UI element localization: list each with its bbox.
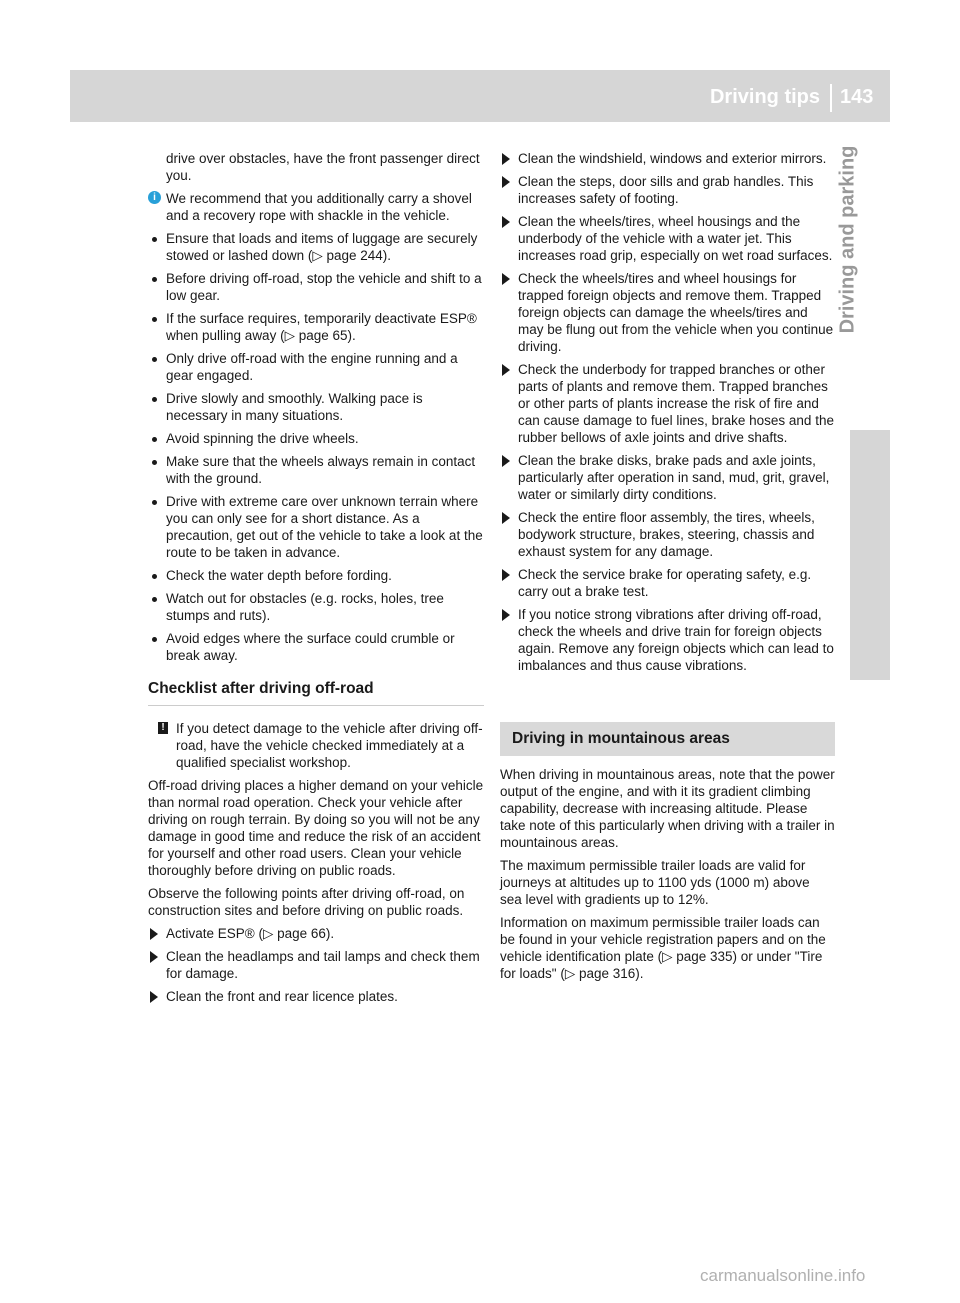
paragraph: When driving in mountainous areas, note that the power output of the engine, and with it its gradient climbing capability, decrease with increasing altitude. Please take note of this particularly when driving with a trailer in mountainous areas. bbox=[500, 767, 835, 850]
warning-text: If you detect damage to the vehicle after driving off-road, have the vehicle checked immediately at a qualified specialist workshop. bbox=[176, 721, 483, 770]
arrow-icon bbox=[502, 512, 510, 524]
bullet-item: Drive slowly and smoothly. Walking pace is necessary in many situations. bbox=[148, 390, 484, 424]
paragraph: Information on maximum permissible trailer loads can be found in your vehicle registration papers and on the vehicle identification plate (▷ page 335) or under "Tire for loads" (▷ page 316). bbox=[500, 915, 826, 981]
bullet-item: Avoid edges where the surface could crumble or break away. bbox=[148, 630, 484, 664]
step-item bbox=[500, 606, 835, 674]
step-text: Clean the steps, door sills and grab handles. This increases safety of footing. bbox=[518, 174, 814, 206]
step-text: Clean the front and rear licence plates. bbox=[166, 989, 398, 1004]
heading-rule bbox=[148, 705, 484, 706]
side-tab-label: Driving and parking bbox=[836, 145, 859, 334]
step-text: Check the underbody for trapped branches or other parts of plants and remove them. Trapped branches or other parts of plants increase the risk of fire and can cause damage to fuel lines, brake hoses and the rubber bellows of axle joints and drive shafts. bbox=[518, 362, 834, 445]
info-text: We recommend that you additionally carry a shovel and a recovery rope with shackle in the vehicle. bbox=[166, 191, 472, 223]
side-block bbox=[850, 430, 890, 680]
arrow-icon bbox=[502, 153, 510, 165]
info-icon: i bbox=[148, 191, 161, 204]
arrow-icon bbox=[502, 176, 510, 188]
step-text: Clean the brake disks, brake pads and axle joints, particularly after operation in sand, mud, grit, gravel, water or similarly dirty conditions. bbox=[518, 453, 830, 502]
warning-icon: ! bbox=[158, 722, 168, 734]
left-column bbox=[148, 150, 484, 1011]
section-title-box: Driving in mountainous areas bbox=[500, 722, 835, 756]
step-item bbox=[148, 988, 484, 1005]
step-item bbox=[500, 213, 835, 264]
step-text: If you notice strong vibrations after driving off-road, check the wheels and drive train for foreign objects again. Remove any foreign objects which can lead to imbalances and thus cause vibrations. bbox=[518, 607, 834, 673]
step-item bbox=[500, 173, 835, 207]
bullet-item: Watch out for obstacles (e.g. rocks, holes, tree stumps and ruts). bbox=[148, 590, 484, 624]
bullet-item: Check the water depth before fording. bbox=[148, 567, 484, 584]
header-divider bbox=[830, 84, 832, 112]
arrow-icon bbox=[150, 951, 158, 963]
section-heading: Checklist after driving off-road bbox=[148, 680, 374, 697]
arrow-icon bbox=[150, 991, 158, 1003]
step-item bbox=[148, 948, 484, 982]
bullet-item: Before driving off-road, stop the vehicle and shift to a low gear. bbox=[148, 270, 484, 304]
warning-note bbox=[148, 720, 484, 771]
page-number: 143 bbox=[840, 86, 874, 108]
arrow-icon bbox=[502, 364, 510, 376]
bullet-item: Only drive off-road with the engine running and a gear engaged. bbox=[148, 350, 484, 384]
step-text: Check the service brake for operating safety, e.g. carry out a brake test. bbox=[518, 567, 812, 599]
arrow-icon bbox=[502, 273, 510, 285]
header-title: Driving tips bbox=[709, 86, 820, 108]
step-item bbox=[500, 509, 835, 560]
step-item bbox=[500, 452, 835, 503]
step-item bbox=[148, 925, 484, 942]
step-text: Activate ESP® (▷ page 66). bbox=[166, 926, 335, 941]
bullet-item: If the surface requires, temporarily deactivate ESP® when pulling away (▷ page 65). bbox=[148, 310, 484, 344]
arrow-icon bbox=[502, 216, 510, 228]
step-text: Clean the wheels/tires, wheel housings and the underbody of the vehicle with a water jet. This increases road grip, especially on wet road surfaces. bbox=[518, 214, 833, 263]
right-column bbox=[500, 150, 835, 988]
paragraph: The maximum permissible trailer loads are valid for journeys at altitudes up to 1100 yds (1000 m) above sea level with gradients up to 12%. bbox=[500, 858, 810, 907]
step-item bbox=[500, 270, 835, 355]
arrow-icon bbox=[502, 609, 510, 621]
step-item bbox=[500, 150, 835, 167]
arrow-icon bbox=[150, 928, 158, 940]
paragraph: Off-road driving places a higher demand on your vehicle than normal road operation. Check your vehicle after driving on rough terrain. By doing so you will not be any damage in good time and reduce the risk of an accident for yourself and other road users. Clean your vehicle thoroughly before driving on public roads. bbox=[148, 778, 484, 878]
arrow-icon bbox=[502, 569, 510, 581]
info-note bbox=[148, 190, 484, 224]
bullet-item: Make sure that the wheels always remain in contact with the ground. bbox=[148, 453, 484, 487]
bullet-item: Ensure that loads and items of luggage are securely stowed or lashed down (▷ page 244). bbox=[148, 230, 484, 264]
intro-text: drive over obstacles, have the front passenger direct you. bbox=[166, 151, 480, 183]
step-text: Check the wheels/tires and wheel housings for trapped foreign objects and remove them. Trapped foreign objects can damage the wheels/tires and may be flung out from the vehicle when you continue driving. bbox=[518, 271, 834, 354]
step-text: Clean the headlamps and tail lamps and check them for damage. bbox=[166, 949, 480, 981]
bullet-item: Drive with extreme care over unknown terrain where you can only see for a short distance. As a precaution, get out of the vehicle to take a look at the route to be taken in advance. bbox=[148, 493, 484, 561]
arrow-icon bbox=[502, 455, 510, 467]
paragraph: Observe the following points after driving off-road, on construction sites and before driving on public roads. bbox=[148, 886, 465, 918]
bullet-item: Avoid spinning the drive wheels. bbox=[148, 430, 484, 447]
step-text: Check the entire floor assembly, the tires, wheels, bodywork structure, brakes, steering, chassis and exhaust system for any damage. bbox=[518, 510, 815, 559]
watermark: carmanualsonline.info bbox=[700, 1266, 866, 1285]
step-text: Clean the windshield, windows and exterior mirrors. bbox=[518, 151, 827, 166]
step-item bbox=[500, 566, 835, 600]
step-item bbox=[500, 361, 835, 446]
